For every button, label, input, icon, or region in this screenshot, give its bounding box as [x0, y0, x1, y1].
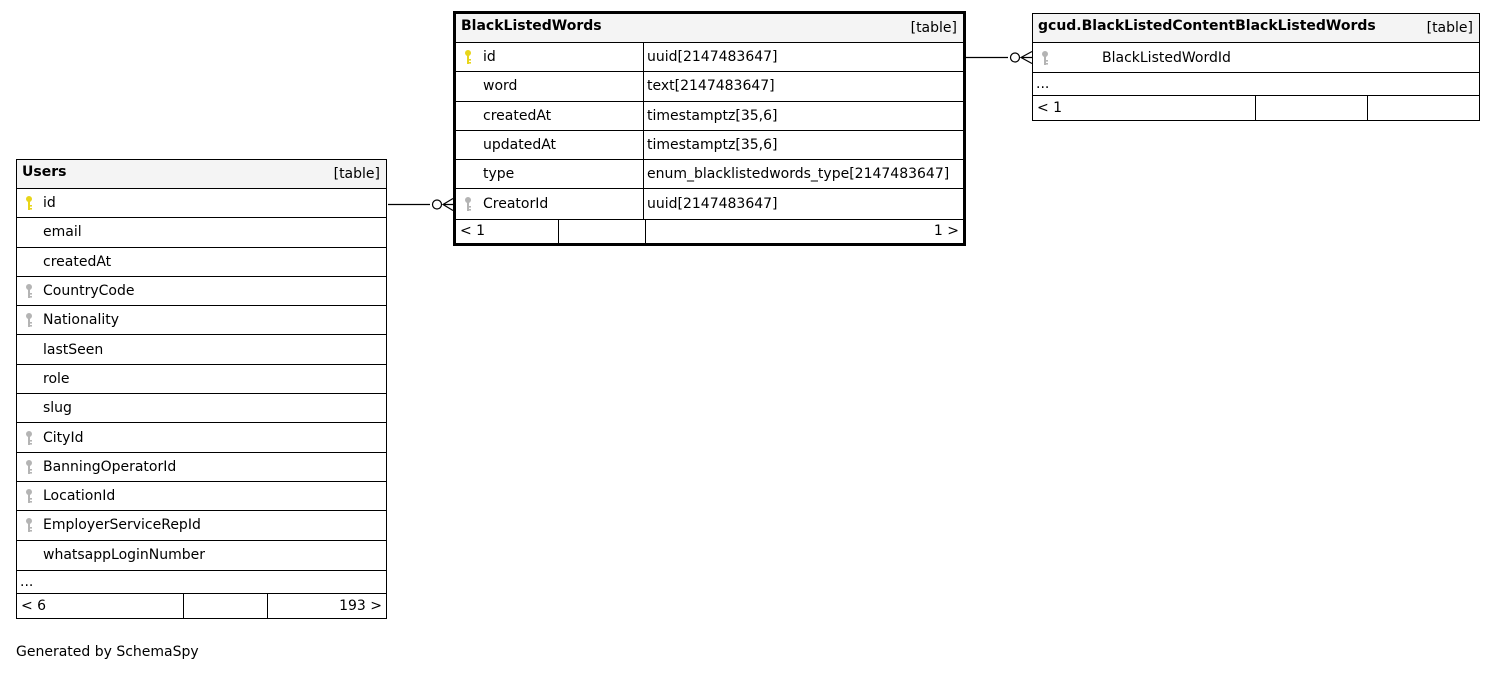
zero-marker: [433, 200, 442, 209]
column-name: type: [483, 166, 515, 183]
foreign-key-icon: [17, 283, 41, 299]
foreign-key-icon: [17, 430, 41, 446]
foreign-key-icon: [17, 312, 41, 328]
column-name: whatsappLoginNumber: [43, 547, 206, 564]
generated-by-label: Generated by SchemaSpy: [16, 644, 199, 660]
users-table[interactable]: [16, 159, 387, 619]
column-row-type[interactable]: [456, 160, 963, 189]
footer-middle: [183, 594, 267, 618]
gcud-table-header[interactable]: [1033, 14, 1479, 43]
parents-count[interactable]: < 6: [21, 597, 47, 614]
parents-count[interactable]: < 1: [460, 223, 486, 240]
table-footer: [456, 219, 963, 243]
children-count: [1367, 96, 1479, 120]
zero-marker: [1011, 53, 1020, 62]
blacklistedwords-column-list: [456, 43, 963, 219]
column-type: uuid[2147483647]: [643, 43, 963, 71]
users-column-list: [17, 189, 386, 570]
column-row-updatedat[interactable]: [456, 131, 963, 160]
column-name: id: [483, 49, 496, 66]
column-row-lastseen[interactable]: [17, 335, 386, 364]
column-row-banningoperatorid[interactable]: [17, 453, 386, 482]
column-name: CountryCode: [43, 283, 135, 300]
column-type: timestamptz[35,6]: [643, 131, 963, 159]
foreign-key-icon: [17, 517, 41, 533]
column-row-createdat[interactable]: [17, 248, 386, 277]
column-row-id[interactable]: [456, 43, 963, 72]
more-columns-marker: ...: [17, 570, 386, 594]
column-row-countrycode[interactable]: [17, 277, 386, 306]
column-name: lastSeen: [43, 341, 104, 358]
column-row-creatorid[interactable]: [456, 189, 963, 218]
table-name: BlackListedWords: [461, 18, 602, 34]
table-type-label: [table]: [1426, 20, 1473, 36]
column-name: Nationality: [43, 312, 120, 329]
table-name: gcud.BlackListedContentBlackListedWords: [1038, 18, 1376, 34]
foreign-key-icon: [17, 459, 41, 475]
more-columns-marker: ...: [1033, 72, 1479, 96]
column-row-whatsapploginnumber[interactable]: [17, 541, 386, 570]
primary-key-icon: [17, 195, 41, 211]
table-type-label: [table]: [910, 20, 957, 36]
column-row-employerservicerepid[interactable]: [17, 511, 386, 540]
column-name: role: [43, 370, 70, 387]
column-row-slug[interactable]: [17, 394, 386, 423]
footer-middle: [558, 220, 645, 243]
table-footer: [17, 594, 386, 618]
blacklistedwords-table-header[interactable]: [456, 14, 963, 43]
column-type: enum_blacklistedwords_type[2147483647]: [643, 160, 963, 188]
column-name: BlackListedWordId: [1102, 49, 1231, 66]
column-name: updatedAt: [483, 137, 557, 154]
table-type-label: [table]: [333, 166, 380, 182]
column-name: BanningOperatorId: [43, 458, 177, 475]
column-row-locationid[interactable]: [17, 482, 386, 511]
column-name: email: [43, 224, 82, 241]
column-name: LocationId: [43, 488, 116, 505]
users-table-header[interactable]: [17, 160, 386, 189]
primary-key-icon: [456, 49, 480, 65]
column-row-role[interactable]: [17, 365, 386, 394]
parents-count[interactable]: < 1: [1037, 100, 1063, 117]
table-footer: [1033, 96, 1479, 120]
column-row-word[interactable]: [456, 72, 963, 101]
column-row-blacklistedwordid[interactable]: [1033, 43, 1479, 72]
column-name: word: [483, 78, 518, 95]
column-name: slug: [43, 400, 72, 417]
column-type: timestamptz[35,6]: [643, 102, 963, 130]
crow-foot-marker: [1021, 52, 1032, 64]
foreign-key-icon: [17, 488, 41, 504]
children-count[interactable]: 193 >: [267, 594, 386, 618]
children-count[interactable]: 1 >: [645, 220, 963, 243]
column-type: uuid[2147483647]: [643, 189, 963, 218]
crow-foot-marker: [443, 199, 453, 211]
blacklistedwords-table[interactable]: [453, 11, 966, 246]
gcud-column-list: [1033, 43, 1479, 72]
column-row-cityid[interactable]: [17, 423, 386, 452]
column-row-id[interactable]: [17, 189, 386, 218]
column-row-nationality[interactable]: [17, 306, 386, 335]
column-row-createdat[interactable]: [456, 102, 963, 131]
footer-middle: [1255, 96, 1367, 120]
table-name: Users: [22, 164, 67, 180]
column-name: createdAt: [483, 107, 552, 124]
foreign-key-icon: [456, 196, 480, 212]
column-name: createdAt: [43, 253, 112, 270]
column-name: CreatorId: [483, 196, 549, 213]
gcud-blacklistedcontent-table[interactable]: [1032, 13, 1480, 121]
column-name: id: [43, 195, 56, 212]
column-name: EmployerServiceRepId: [43, 517, 201, 534]
column-row-email[interactable]: [17, 218, 386, 247]
column-type: text[2147483647]: [643, 72, 963, 100]
column-name: CityId: [43, 429, 84, 446]
foreign-key-icon: [1033, 50, 1057, 66]
